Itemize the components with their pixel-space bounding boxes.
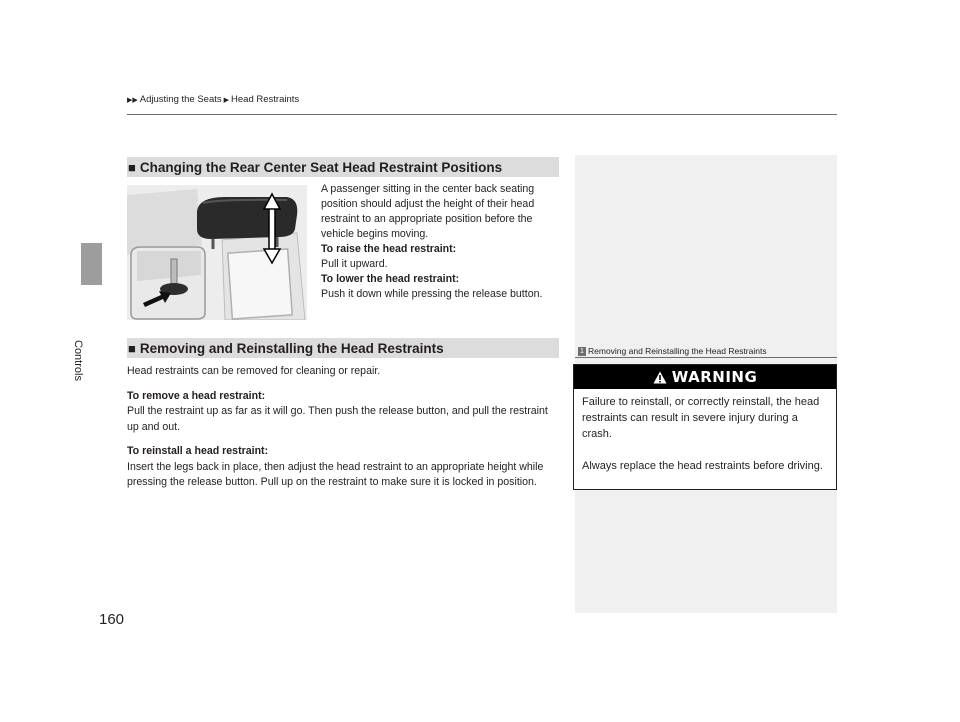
- square-bullet-icon: ■: [128, 159, 136, 175]
- warning-text: Failure to reinstall, or correctly reinstall, the head restraints can result in severe injury during a crash.: [582, 396, 820, 440]
- reinstall-text: Insert the legs back in place, then adjust the head restraint to an appropriate height while pressing the release button. Pull up on the restraint to make sure it is locked in position.: [127, 460, 544, 488]
- section-heading-removing: [127, 338, 559, 358]
- warning-label: WARNING: [671, 368, 758, 386]
- side-note-divider: [575, 357, 837, 358]
- note-title-text: Removing and Reinstalling the Head Restraints: [588, 346, 767, 356]
- breadcrumb-item-head-restraints[interactable]: Head Restraints: [231, 94, 300, 105]
- raise-heading: To raise the head restraint:: [321, 243, 457, 255]
- breadcrumb-arrow-icon: ▶: [223, 96, 230, 104]
- page-number: 160: [99, 611, 125, 628]
- section-title: Changing the Rear Center Seat Head Restraint Positions: [139, 159, 503, 175]
- intro-text: Head restraints can be removed for cleaning or repair.: [127, 365, 381, 377]
- section-2-body: [127, 364, 559, 491]
- breadcrumb-arrow-icon: ▶▶: [127, 96, 138, 104]
- warning-box: [573, 364, 837, 490]
- sidebar-tab: [81, 243, 102, 285]
- section-1-description: [321, 182, 561, 302]
- warning-triangle-icon: [653, 371, 667, 384]
- remove-heading: To remove a head restraint:: [127, 389, 266, 402]
- warning-body: [574, 389, 836, 474]
- note-marker: 1: [578, 347, 586, 356]
- warning-header: [574, 365, 836, 389]
- reinstall-heading: To reinstall a head restraint:: [127, 445, 269, 457]
- side-note-title: [578, 346, 767, 356]
- head-restraint-illustration: [127, 185, 307, 320]
- header-divider: [127, 114, 837, 115]
- section-title: Removing and Reinstalling the Head Restraints: [139, 340, 444, 356]
- square-bullet-icon: ■: [128, 340, 136, 356]
- remove-text: Pull the restraint up as far as it will go. Then push the release button, and pull the restraint up and out.: [127, 405, 548, 433]
- sidebar-label: Controls: [72, 340, 84, 381]
- lower-heading: To lower the head restraint:: [321, 273, 460, 285]
- intro-text: A passenger sitting in the center back seating position should adjust the height of their head restraint to an appropriate position before the vehicle begins moving.: [321, 183, 535, 240]
- section-heading-rear-center: [127, 157, 559, 177]
- lower-text: Push it down while pressing the release button.: [321, 288, 543, 300]
- breadcrumb: [127, 94, 299, 105]
- warning-text: Always replace the head restraints before driving.: [582, 460, 823, 472]
- breadcrumb-item-seats[interactable]: Adjusting the Seats: [139, 94, 222, 105]
- raise-text: Pull it upward.: [321, 258, 388, 270]
